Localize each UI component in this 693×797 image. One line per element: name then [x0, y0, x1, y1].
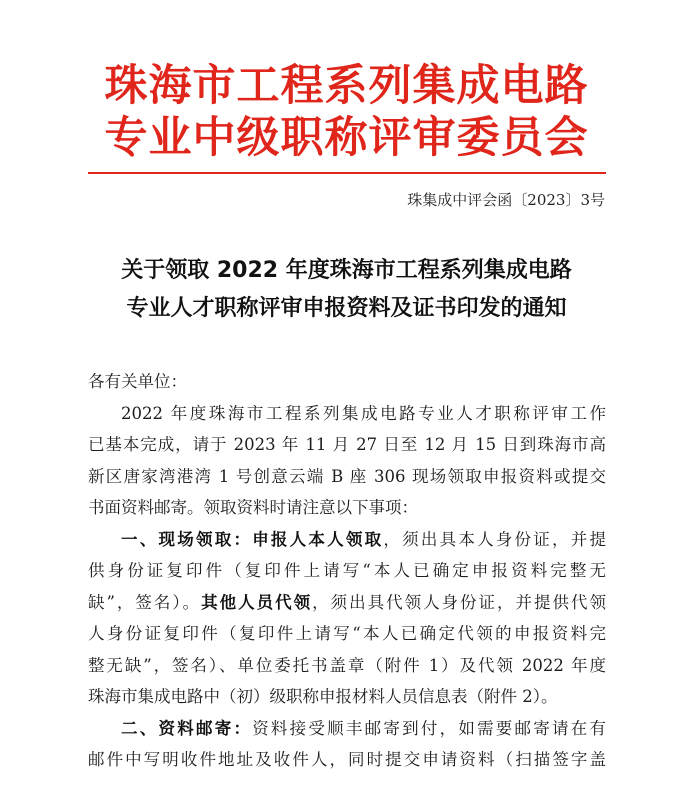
section-1-line-1 [88, 524, 606, 556]
paragraph-1-line-2: 已基本完成，请于 2023 年 11 月 27 日至 12 月 15 日到珠海市高 [88, 435, 606, 454]
salutation: 各有关单位： [88, 372, 187, 391]
org-name-line-1: 珠海市工程系列集成电路 [104, 61, 589, 111]
self-pickup-emphasis: 申报人本人领取 [252, 529, 384, 549]
section-2-line-2: 邮件中写明收件地址及收件人，同时提交申请资料（扫描签字盖 [88, 750, 606, 769]
paragraph-1-line-4: 书面资料邮寄。领取资料时请注意以下事项： [88, 498, 418, 517]
section-1-line-3 [88, 587, 606, 619]
section-2-heading: 二、资料邮寄： [121, 718, 253, 738]
paragraph-1-line-3: 新区唐家湾港湾 1 号创意云端 B 座 306 现场领取申报资料或提交 [88, 466, 606, 486]
notice-title [0, 252, 693, 328]
section-1-line-2: 供身份证复印件（复印件上请写“本人已确定申报资料完整无 [88, 561, 606, 580]
section-1-heading: 一、现场领取： [121, 529, 253, 549]
section-1-line-5: 整无缺”，签名）、单位委托书盖章（附件 1）及代领 2022 年度 [88, 655, 606, 675]
document-number: 珠集成中评会函〔2023〕3号 [407, 191, 605, 209]
section-2-line-1 [88, 713, 606, 745]
red-divider-line [88, 172, 606, 174]
org-name-line-2: 专业中级职称评审委员会 [104, 113, 589, 163]
notice-title-line-2: 专业人才职称评审申报资料及证书印发的通知 [126, 296, 567, 321]
notice-title-line-1: 关于领取 2022 年度珠海市工程系列集成电路 [121, 258, 572, 283]
notice-body [88, 366, 606, 776]
section-1-line-3-text: ，须出具代领人身份证，并提供代领 [312, 592, 606, 612]
section-1-line-1-text: ，须出具本人身份证，并提 [383, 529, 606, 549]
section-1-line-4: 人身份证复印件（复印件上请写“本人已确定代领的申报资料完 [88, 624, 606, 643]
proxy-pickup-emphasis: 其他人员代领 [201, 592, 313, 612]
section-1-line-3-lead: 缺”，签名）。 [88, 592, 202, 612]
section-1-line-6: 珠海市集成电路中（初）级职称申报材料人员信息表（附件 2）。 [88, 687, 558, 706]
paragraph-1-line-1: 2022 年度珠海市工程系列集成电路专业人才职称评审工作 [121, 403, 606, 423]
section-2-line-1-text: 资料接受顺丰邮寄到付，如需要邮寄请在有 [252, 718, 606, 738]
issuing-org-header [0, 60, 693, 164]
